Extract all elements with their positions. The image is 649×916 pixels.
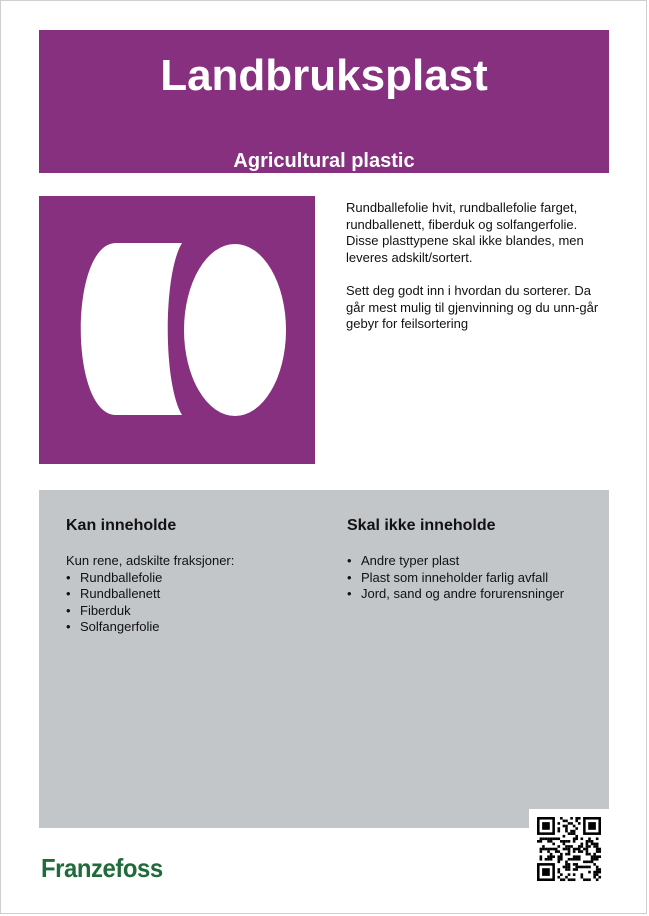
description-paragraph: Rundballefolie hvit, rundballefolie farget, rundballenett, fiberduk og solfangerfolie. Disse plasttypene skal ikke blandes, men leveres adskilt/sortert. (346, 200, 584, 265)
bullet-icon: • (347, 553, 352, 568)
header-banner (39, 30, 609, 173)
description (346, 200, 608, 350)
description-paragraph: Sett deg godt inn i hvordan du sorterer. Da går mest mulig til gjenvinning og du unn-går gebyr for feilsortering (346, 283, 599, 331)
list-item: • Andre typer plast (347, 553, 460, 568)
bullet-icon: • (347, 569, 352, 585)
list-item: • Plast som inneholder farlig avfall (347, 569, 549, 585)
must-not-contain-heading: Skal ikke inneholde (347, 517, 496, 534)
page-subtitle: Agricultural plastic (233, 150, 415, 172)
must-not-contain-column (347, 516, 607, 603)
round-bale-icon (39, 196, 315, 464)
list-item: • Fiberduk (66, 602, 131, 618)
list-item: • Jord, sand og andre forurensninger (347, 586, 565, 601)
icon-tile (39, 196, 315, 464)
info-panel (39, 490, 609, 828)
qr-code-icon[interactable] (529, 809, 609, 889)
bullet-icon: • (66, 619, 71, 634)
qr-code-graphic (529, 809, 609, 889)
can-contain-list (66, 570, 326, 636)
page-title: Landbruksplast (160, 51, 488, 100)
bullet-icon: • (66, 586, 71, 601)
list-item: • Rundballefolie (66, 569, 163, 585)
can-contain-column (66, 516, 326, 636)
can-contain-heading: Kan inneholde (66, 517, 177, 534)
bullet-icon: • (347, 586, 352, 601)
franzefoss-logo: Franzefoss (41, 853, 163, 883)
must-not-contain-list (347, 553, 607, 603)
bullet-icon: • (66, 602, 71, 618)
can-contain-intro: Kun rene, adskilte fraksjoner: (66, 553, 235, 568)
bullet-icon: • (66, 569, 71, 585)
list-item: • Solfangerfolie (66, 619, 160, 634)
list-item: • Rundballenett (66, 586, 161, 601)
